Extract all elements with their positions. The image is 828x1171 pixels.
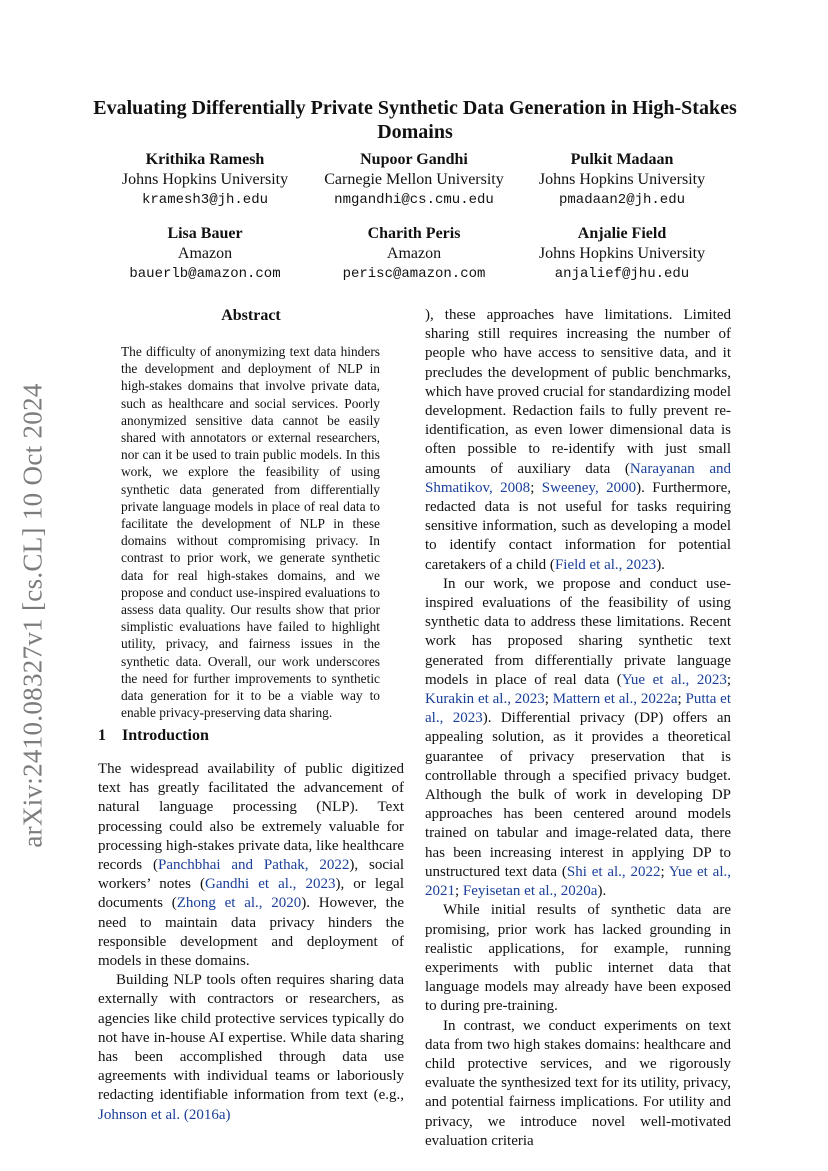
paragraph-text: ), these approaches have limitations. Limited sharing still requires increasing the number of people who have access to sensitive data, and it precludes the development of public benchmarks, which have proved crucial for standardizing model development. Redaction fails to fully prevent re-identification, as even lower dimensional data is often possible to re-identify with just small amounts of auxiliary data ( — [425, 307, 731, 477]
separator-text: ; — [544, 691, 553, 708]
section-heading — [98, 726, 404, 746]
separator-text: ; — [677, 691, 686, 708]
paragraph-text: Building NLP tools often requires sharing data externally with contractors or researchers, as agencies like child protective services typically do not have in-house AI expertise. While data sharing has been accomplished through data use agreements with individual teams or laboriously redacting identifiable information from text (e.g., — [98, 972, 404, 1104]
arxiv-identifier-stamp — [14, 370, 52, 860]
author-email: bauerlb@amazon.com — [129, 266, 281, 282]
author-block — [90, 150, 320, 210]
paragraph — [98, 760, 404, 971]
citation-link[interactable]: Narayanan and Shmatikov, 2008 — [425, 460, 731, 496]
right-column-body — [425, 306, 731, 1151]
author-affiliation: Amazon — [386, 245, 442, 262]
paragraph-text: ). — [656, 556, 665, 573]
citation-link[interactable]: Gandhi et al., 2023 — [204, 876, 336, 893]
author-email: nmgandhi@cs.cmu.edu — [334, 192, 494, 208]
paragraph-text: In contrast, we conduct experiments on text data from two high stakes domains: healthcare and child protective services, and we rigorously evaluate the synthesized text for its utility, privacy, and potential fairness implications. For utility and privacy, we introduce novel well-motivated evaluation criteria — [425, 1017, 731, 1149]
paragraph-text: ), or legal documents ( — [98, 876, 404, 912]
left-column-body — [98, 760, 404, 1125]
paragraph-text: ). However, the need to maintain data privacy hinders the responsible development and deployment of models in these domains. — [98, 895, 404, 970]
citation-link[interactable]: Yue et al., 2023 — [621, 671, 727, 688]
arxiv-stamp-text: arXiv:2410.08327v1 [cs.CL] 10 Oct 2024 — [17, 382, 48, 848]
citation-link[interactable]: Sweeney, 2000 — [541, 479, 637, 496]
paragraph-text: ), social workers’ notes ( — [98, 857, 405, 893]
citation-link[interactable]: Putta et al., 2023 — [425, 691, 731, 727]
author-affiliation: Amazon — [177, 245, 233, 262]
abstract-heading: Abstract — [221, 307, 281, 324]
citation-link[interactable]: Johnson et al. (2016a) — [98, 1106, 231, 1123]
paragraph-text: While initial results of synthetic data are promising, prior work has lacked grounding in realistic applications, for example, running experiments with public internet data that language models may already have been exposed to during pre-training. — [425, 902, 731, 1015]
citation-link[interactable]: Panchbhai and Pathak, 2022 — [158, 857, 350, 874]
paragraph — [425, 1017, 731, 1151]
citation-link[interactable]: Yue et al., 2021 — [425, 863, 731, 900]
paragraph-text: ). — [597, 883, 607, 900]
author-name: Anjalie Field — [577, 225, 667, 242]
paragraph-text: ). Furthermore, redacted data is not useful for tasks requiring sensitive information, such as developing a model to identify contact information for potential caretakers of a child ( — [425, 479, 731, 573]
paragraph — [98, 971, 404, 1125]
author-affiliation: Johns Hopkins University — [538, 245, 706, 262]
paragraph-text: ). Differential privacy (DP) offers an appealing solution, as it provides a theoretical guarantee of privacy preservation that is controllable through a specified privacy budget. Although the bulk of work in developing DP approaches has been centered around models trained on tabular and image-related data, there has been increasing interest in applying DP to unstructured text data ( — [425, 710, 731, 880]
author-block — [299, 150, 529, 210]
citation-link[interactable]: Mattern et al., 2022a — [552, 691, 678, 708]
paragraph — [425, 901, 731, 1016]
separator-text: ; — [660, 863, 669, 880]
separator-text: ; — [455, 883, 463, 900]
citation-link[interactable]: Shi et al., 2022 — [566, 863, 661, 880]
author-email: perisc@amazon.com — [342, 266, 486, 282]
author-name: Pulkit Madaan — [570, 151, 674, 168]
citation-link[interactable]: Feyisetan et al., 2020a — [462, 883, 598, 900]
author-block — [90, 224, 320, 284]
section-number: 1 — [98, 727, 106, 744]
author-affiliation: Johns Hopkins University — [121, 171, 289, 188]
author-name: Lisa Bauer — [167, 225, 243, 242]
author-email: kramesh3@jh.edu — [141, 192, 269, 208]
citation-link[interactable]: Field et al., 2023 — [554, 556, 657, 573]
paragraph-text: The widespread availability of public digitized text has greatly facilitated the advancement of natural language processing (NLP). Text processing could also be extremely valuable for processing high-stakes private data, like healthcare records ( — [98, 761, 404, 874]
paragraph — [425, 575, 731, 901]
author-email: anjalief@jhu.edu — [554, 266, 690, 282]
author-email: pmadaan2@jh.edu — [558, 192, 686, 208]
author-name: Charith Peris — [367, 225, 461, 242]
citation-link[interactable]: Zhong et al., 2020 — [176, 895, 302, 912]
author-block — [299, 224, 529, 284]
separator-text: ; — [726, 671, 731, 688]
section-title: Introduction — [122, 727, 209, 744]
author-block — [507, 224, 737, 284]
author-name: Krithika Ramesh — [145, 151, 265, 168]
abstract-text: The difficulty of anonymizing text data hinders the development and deployment of NLP in high-stakes domains that involve private data, such as healthcare and social services. Poorly anonymized sensitive data cannot be easily shared with annotators or external researchers, nor can it be used to train public models. In this work, we explore the feasibility of using synthetic data generated from differentially private language models in place of real data to facilitate the development of NLP in these domains without compromising privacy. In contrast to prior work, we generate synthetic data for real high-stakes domains, and we propose and conduct use-inspired evaluations to assess data quality. Our results show that prior simplistic evaluations have failed to highlight utility, privacy, and fairness issues in the synthetic data. Overall, our work underscores the need for further improvements to synthetic data generation for it to be a viable way to enable privacy-preserving data sharing. — [121, 344, 380, 721]
citation-link[interactable]: Kurakin et al., 2023 — [425, 691, 545, 708]
author-name: Nupoor Gandhi — [360, 151, 468, 168]
author-affiliation: Johns Hopkins University — [538, 171, 706, 188]
paper-title: Evaluating Differentially Private Synthetic Data Generation in High-Stakes Domains — [93, 97, 737, 143]
separator-text: ; — [530, 479, 542, 496]
paragraph — [425, 306, 731, 575]
author-block — [507, 150, 737, 210]
author-affiliation: Carnegie Mellon University — [324, 171, 504, 188]
paragraph-text: In our work, we propose and conduct use-inspired evaluations of the feasibility of using synthetic data to address these limitations. Recent work has proposed sharing synthetic text generated from differentially private language models in place of real data ( — [425, 575, 731, 688]
